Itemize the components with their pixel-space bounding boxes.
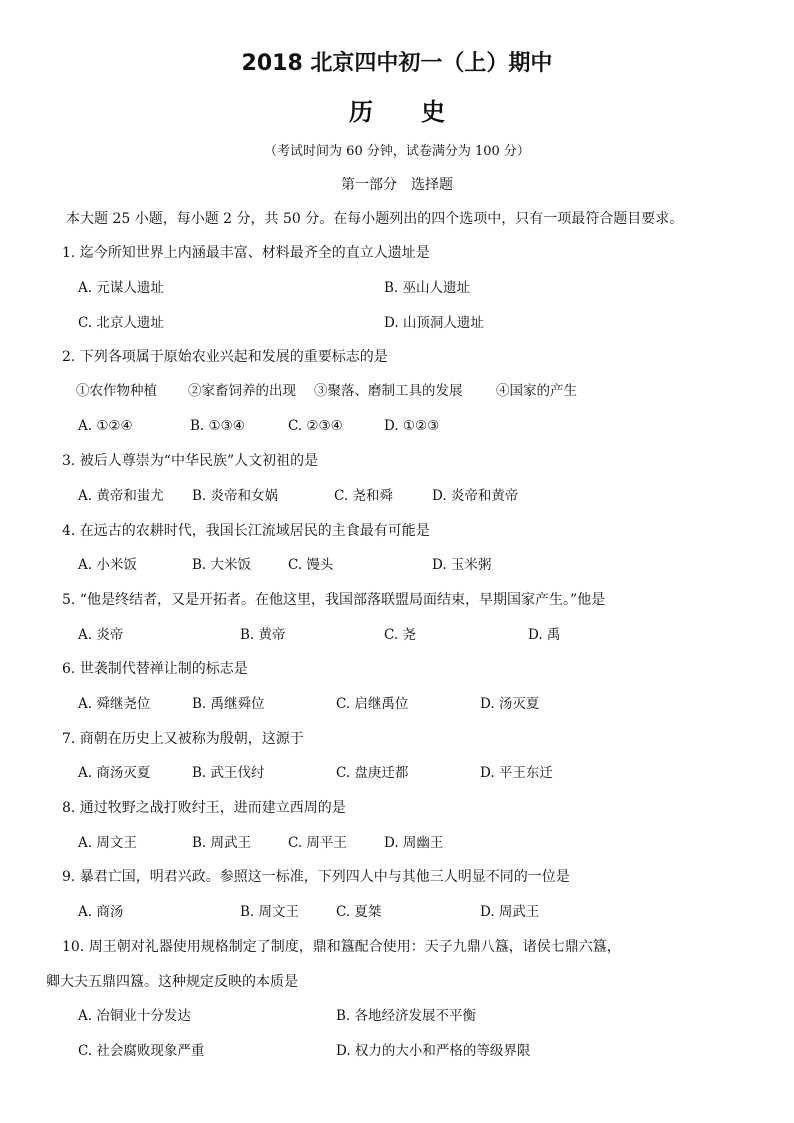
option: C. 启继禹位 xyxy=(336,696,409,712)
question-stem: 4. 在远古的农耕时代，我国长江流域居民的主食最有可能是 xyxy=(62,523,430,539)
question-stem: 6. 世袭制代替禅让制的标志是 xyxy=(62,661,248,677)
option: C. 周平王 xyxy=(288,835,347,851)
question-stem-continuation: 卿大夫五鼎四簋。这种规定反映的本质是 xyxy=(46,974,298,990)
instructions: 本大题 25 小题，每小题 2 分，共 50 分。在每小题列出的四个选项中，只有一项最符合题目要求。 xyxy=(66,211,684,227)
option: B. 周武王 xyxy=(192,835,252,851)
option: A. 小米饭 xyxy=(78,557,137,573)
exam-info: （考试时间为 60 分钟，试卷满分为 100 分） xyxy=(264,144,530,159)
statement-item: ①农作物种植 xyxy=(76,383,157,399)
option: C. 馒头 xyxy=(288,557,334,573)
option: D. 炎帝和黄帝 xyxy=(432,488,519,504)
statement-item: ②家畜饲养的出现 xyxy=(188,383,296,399)
option: C. 盘庚迁都 xyxy=(336,765,409,781)
question-stem: 2. 下列各项属于原始农业兴起和发展的重要标志的是 xyxy=(62,349,388,365)
subject-title xyxy=(0,92,794,127)
option: A. 商汤灭夏 xyxy=(78,765,151,781)
question-stem: 10. 周王朝对礼器使用规格制定了制度，鼎和簋配合使用：天子九鼎八簋，诸侯七鼎六簋， xyxy=(62,939,621,955)
option: C. 社会腐败现象严重 xyxy=(78,1043,205,1059)
option: A. 商汤 xyxy=(78,904,124,920)
question-stem: 9. 暴君亡国，明君兴政。参照这一标准，下列四人中与其他三人明显不同的一位是 xyxy=(62,869,570,885)
option: A. ①②④ xyxy=(78,418,133,434)
question-stem: 5. “他是终结者，又是开拓者。在他这里，我国部落联盟局面结束，早期国家产生。”他是 xyxy=(62,592,606,608)
exam-title: 2018 北京四中初一（上）期中 xyxy=(241,51,553,76)
question-stem: 8. 通过牧野之战打败纣王，进而建立西周的是 xyxy=(62,800,346,816)
statement-item: ④国家的产生 xyxy=(496,383,577,399)
option: B. 禹继舜位 xyxy=(192,696,265,712)
statement-item: ③聚落、磨制工具的发展 xyxy=(314,383,463,399)
option: D. 汤灭夏 xyxy=(480,696,540,712)
option: D. 山顶洞人遗址 xyxy=(384,315,484,331)
option: B. 炎帝和女娲 xyxy=(192,488,279,504)
option: A. 黄帝和蚩尤 xyxy=(78,488,164,504)
question-stem: 3. 被后人尊崇为“中华民族”人文初祖的是 xyxy=(62,453,319,469)
option: A. 舜继尧位 xyxy=(78,696,151,712)
option: A. 冶铜业十分发达 xyxy=(78,1008,191,1024)
option: D. 玉米粥 xyxy=(432,557,492,573)
option: C. 尧 xyxy=(384,627,416,643)
option: B. 黄帝 xyxy=(240,627,286,643)
option: B. 各地经济发展不平衡 xyxy=(336,1008,477,1024)
option: D. 权力的大小和严格的等级界限 xyxy=(336,1043,531,1059)
option: C. 尧和舜 xyxy=(334,488,393,504)
option: D. ①②③ xyxy=(384,418,440,434)
question-stem: 1. 迄今所知世界上内涵最丰富、材料最齐全的直立人遗址是 xyxy=(62,245,430,261)
subject-char: 史 xyxy=(421,98,445,126)
option: C. ②③④ xyxy=(288,418,343,434)
option: B. ①③④ xyxy=(190,418,245,434)
option: A. 炎帝 xyxy=(78,627,124,643)
option: D. 平王东迁 xyxy=(480,765,553,781)
option: C. 北京人遗址 xyxy=(78,315,164,331)
option: B. 武王伐纣 xyxy=(192,765,265,781)
option: A. 周文王 xyxy=(78,835,137,851)
option: C. 夏桀 xyxy=(336,904,382,920)
option: B. 周文王 xyxy=(240,904,300,920)
option: D. 周幽王 xyxy=(384,835,444,851)
section-title: 第一部分 选择题 xyxy=(341,177,453,193)
option: B. 大米饭 xyxy=(192,557,252,573)
option: B. 巫山人遗址 xyxy=(384,280,471,296)
option: A. 元谋人遗址 xyxy=(78,280,164,296)
question-stem: 7. 商朝在历史上又被称为殷朝，这源于 xyxy=(62,731,304,747)
subject-char: 历 xyxy=(349,98,373,126)
option: D. 禹 xyxy=(528,627,561,643)
option: D. 周武王 xyxy=(480,904,540,920)
